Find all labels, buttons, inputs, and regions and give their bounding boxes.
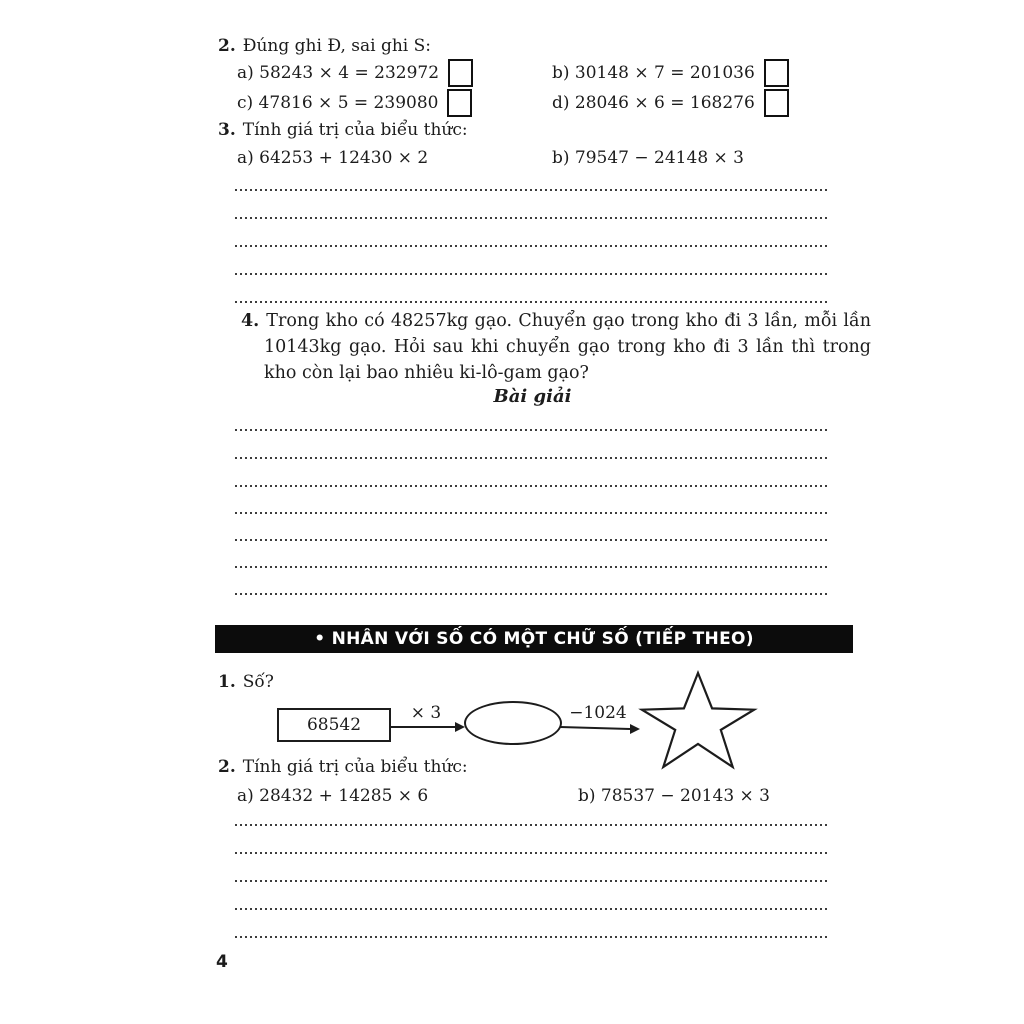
answer-line[interactable] [235,272,830,275]
arrow-right-icon [389,719,465,735]
answer-line[interactable] [235,244,830,247]
page-number: 4 [216,952,228,972]
exercise-number: 2. [218,757,236,777]
answer-line[interactable] [235,428,830,431]
exercise-4-problem [241,308,871,386]
tf-item-a [237,59,473,87]
answer-line[interactable] [235,188,830,191]
diagram-start-box: 68542 [277,708,391,742]
answer-line[interactable] [235,456,830,459]
diagram-answer-star[interactable] [637,670,759,772]
exercise-title: Đúng ghi Đ, sai ghi S: [242,36,431,56]
exercise-number: 4. [241,311,260,331]
answer-line[interactable] [235,592,830,595]
expression-2b: b) 78537 − 20143 × 3 [578,786,770,806]
answer-line[interactable] [235,565,830,568]
tf-item-c-label: c) 47816 × 5 = 239080 [237,93,439,113]
exercise-number: 3. [218,120,236,140]
tf-item-a-label: a) 58243 × 4 = 232972 [237,63,440,83]
exercise-2-new-heading [218,757,468,777]
exercise-1-heading [218,672,274,692]
exercise-number: 2. [218,36,236,56]
answer-line[interactable] [235,300,830,303]
answer-checkbox-d[interactable] [764,89,789,117]
answer-line[interactable] [235,823,830,826]
expression-2a: a) 28432 + 14285 × 6 [237,786,429,806]
tf-item-b [552,59,789,87]
answer-line[interactable] [235,907,830,910]
answer-checkbox-b[interactable] [764,59,789,87]
exercise-title: Tính giá trị của biểu thức: [242,120,468,140]
answer-line[interactable] [235,484,830,487]
diagram-op1-label: × 3 [410,703,442,723]
answer-line[interactable] [235,879,830,882]
arrow-right-icon [560,719,640,737]
solution-label: Bài giải [493,386,572,407]
tf-item-b-label: b) 30148 × 7 = 201036 [552,63,755,83]
exercise-3-heading [218,120,468,140]
answer-line[interactable] [235,538,830,541]
answer-checkbox-c[interactable] [447,89,472,117]
tf-item-d [552,89,789,117]
answer-line[interactable] [235,511,830,514]
answer-line[interactable] [235,851,830,854]
answer-line[interactable] [235,216,830,219]
exercise-number: 1. [218,672,236,692]
exercise-title: Số? [242,672,274,692]
problem-text: Trong kho có 48257kg gạo. Chuyển gạo trong kho đi 3 lần, mỗi lần 10143kg gạo. Hỏi sau khi chuyển gạo trong kho đi 3 lần thì trong kho còn lại bao nhiêu ki-lô-gam gạo? [264,311,871,383]
diagram-answer-ellipse[interactable] [464,701,562,745]
expression-3a: a) 64253 + 12430 × 2 [237,148,429,168]
section-banner: • NHÂN VỚI SỐ CÓ MỘT CHỮ SỐ (TIẾP THEO) [215,625,853,653]
exercise-title: Tính giá trị của biểu thức: [242,757,468,777]
answer-line[interactable] [235,935,830,938]
diagram-op2-label: −1024 [569,703,627,723]
tf-item-d-label: d) 28046 × 6 = 168276 [552,93,755,113]
answer-checkbox-a[interactable] [448,59,473,87]
expression-3b: b) 79547 − 24148 × 3 [552,148,744,168]
exercise-2-heading [218,36,431,56]
tf-item-c [237,89,472,117]
